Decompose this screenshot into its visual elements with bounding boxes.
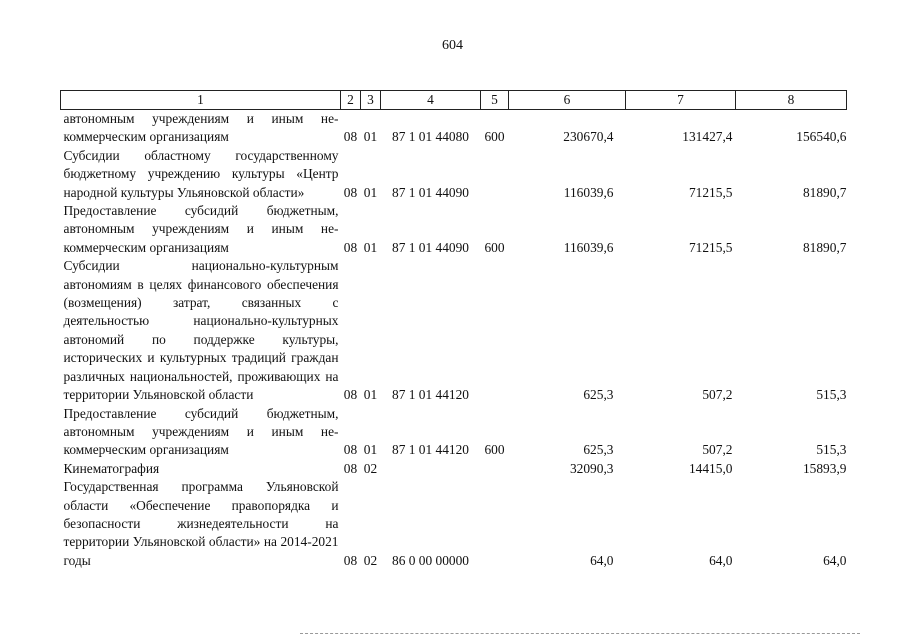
- row-amount-2: 64,0: [709, 552, 733, 568]
- row-name: Кинематография: [63, 460, 160, 476]
- table-row: [61, 478, 847, 570]
- row-amount-1: 64,0: [590, 552, 614, 568]
- table-row: [61, 405, 847, 460]
- row-subsection: 01: [363, 387, 378, 403]
- row-target-code: [381, 460, 481, 478]
- col-header-6: 6: [509, 91, 626, 110]
- row-expense-type: [481, 147, 509, 202]
- row-section: 08: [343, 460, 358, 476]
- row-amount-2: 131427,4: [682, 129, 733, 145]
- table-row: [61, 460, 847, 478]
- row-amount-1: 625,3: [583, 387, 614, 403]
- row-amount-3: 81890,7: [802, 239, 847, 255]
- table-header-row: [61, 91, 847, 110]
- row-expense-type: 600: [484, 129, 505, 145]
- row-amount-3: 81890,7: [802, 184, 847, 200]
- row-amount-1: 625,3: [583, 442, 614, 458]
- row-expense-type: [481, 478, 509, 570]
- row-section: 08: [343, 387, 358, 403]
- row-subsection: 01: [363, 184, 378, 200]
- row-expense-type: [481, 257, 509, 404]
- table-row: [61, 110, 847, 147]
- row-target-code: 87 1 01 44120: [392, 442, 469, 458]
- row-name: Субсидии областному государственному бюджетному учреждению культуры «Центр народной культуры Ульяновской области»: [63, 147, 339, 200]
- row-amount-2: 14415,0: [688, 460, 733, 476]
- col-header-2: 2: [341, 91, 361, 110]
- row-amount-3: 515,3: [816, 442, 847, 458]
- row-amount-2: 507,2: [702, 387, 733, 403]
- col-header-3: 3: [361, 91, 381, 110]
- row-expense-type: 600: [484, 239, 505, 255]
- row-amount-1: 116039,6: [563, 184, 614, 200]
- row-target-code: 87 1 01 44090: [392, 184, 469, 200]
- row-section: 08: [343, 442, 358, 458]
- row-name: Государственная программа Ульяновской области «Обеспечение правопорядка и безопасности жизнедеятельности на территории Ульяновской области» на 2014-2021 годы: [63, 479, 339, 568]
- row-amount-2: 71215,5: [688, 239, 733, 255]
- page-number: 604: [442, 38, 463, 53]
- row-amount-2: 71215,5: [688, 184, 733, 200]
- row-amount-3: 156540,6: [796, 129, 847, 145]
- row-amount-3: 64,0: [823, 552, 847, 568]
- row-subsection: 02: [363, 552, 378, 568]
- row-name: автономным учреждениям и иным не-коммерческим организациям: [63, 111, 339, 145]
- row-amount-3: 515,3: [816, 387, 847, 403]
- table-row: [61, 202, 847, 257]
- table-row: [61, 147, 847, 202]
- row-amount-1: 116039,6: [563, 239, 614, 255]
- row-expense-type: 600: [484, 442, 505, 458]
- row-subsection: 01: [363, 442, 378, 458]
- row-section: 08: [343, 239, 358, 255]
- row-name: Субсидии национально-культурным автономиям в целях финансового обеспечения (возмещения) затрат, связанных с деятельностью национально-культурных автономий по поддержке культуры, исторических и культурных традиций граждан различных национальностей, проживающих на территории Ульяновской области: [63, 258, 339, 403]
- col-header-8: 8: [736, 91, 847, 110]
- col-header-1: 1: [61, 91, 341, 110]
- page-bottom-divider: [300, 633, 860, 634]
- row-subsection: 02: [363, 460, 378, 476]
- row-target-code: 86 0 00 00000: [392, 552, 469, 568]
- budget-table: [60, 90, 847, 570]
- row-expense-type: [481, 460, 509, 478]
- row-target-code: 87 1 01 44120: [392, 387, 469, 403]
- row-name: Предоставление субсидий бюджетным, автономным учреждениям и иным не-коммерческим организациям: [63, 405, 339, 458]
- row-target-code: 87 1 01 44090: [392, 239, 469, 255]
- row-subsection: 01: [363, 129, 378, 145]
- row-target-code: 87 1 01 44080: [392, 129, 469, 145]
- row-amount-1: 230670,4: [563, 129, 614, 145]
- col-header-7: 7: [626, 91, 736, 110]
- row-amount-3: 15893,9: [802, 460, 847, 476]
- col-header-5: 5: [481, 91, 509, 110]
- row-amount-2: 507,2: [702, 442, 733, 458]
- row-section: 08: [343, 129, 358, 145]
- col-header-4: 4: [381, 91, 481, 110]
- row-section: 08: [343, 552, 358, 568]
- row-name: Предоставление субсидий бюджетным, автономным учреждениям и иным не-коммерческим организациям: [63, 203, 339, 255]
- row-section: 08: [343, 184, 358, 200]
- row-amount-1: 32090,3: [569, 460, 614, 476]
- row-subsection: 01: [363, 239, 378, 255]
- table-row: [61, 257, 847, 404]
